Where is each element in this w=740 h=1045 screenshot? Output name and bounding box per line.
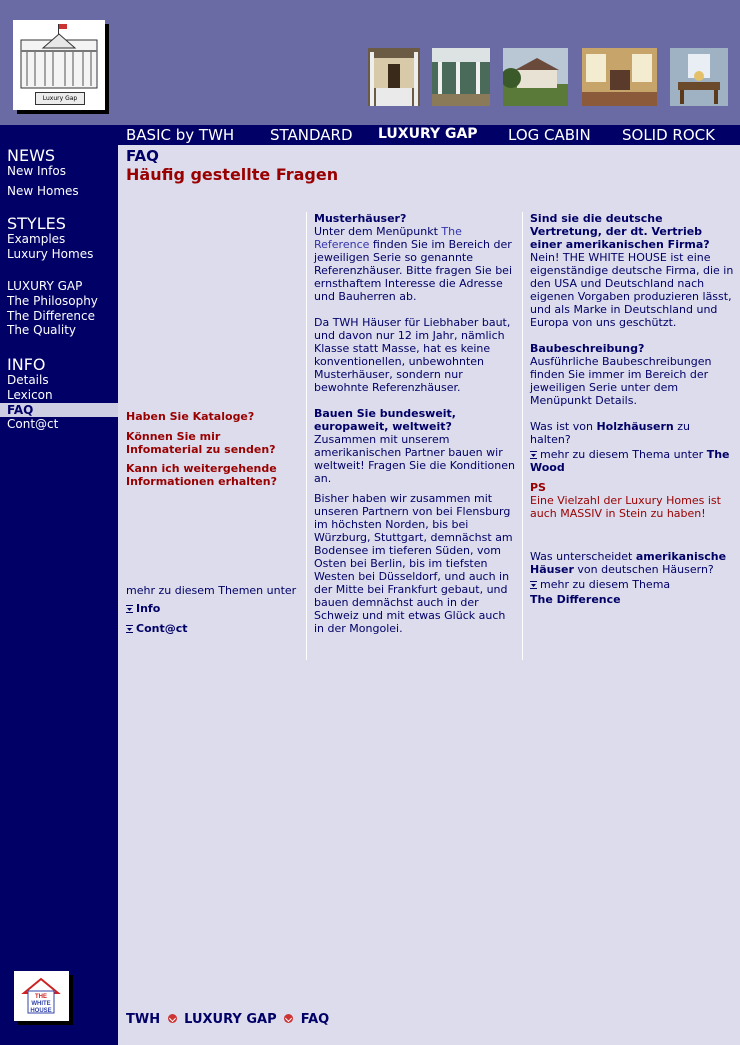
porch-photo: [368, 48, 420, 106]
tab-standard[interactable]: STANDARD: [270, 126, 353, 144]
nav-item-luxury-gap[interactable]: LUXURY GAP: [7, 279, 83, 293]
info-link[interactable]: Info: [126, 602, 298, 615]
wood-link[interactable]: The Wood: [530, 448, 730, 474]
nav-heading-news: NEWS: [7, 146, 56, 165]
heading-representation: Sind sie die deutsche Vertretung, der dt. Vertrieb einer amerikanischen Firma?: [530, 212, 710, 251]
sidebar: [0, 125, 118, 1045]
nav-item-lexicon[interactable]: Lexicon: [7, 388, 53, 402]
difference-link-line: mehr zu diesem Thema: [530, 578, 734, 591]
tab-basic[interactable]: BASIC by TWH: [126, 126, 235, 144]
luxury-gap-logo[interactable]: [13, 20, 105, 110]
page-subtitle: Häufig gestellte Fragen: [126, 165, 339, 184]
faq-column-3: [530, 212, 734, 606]
series-tabs: [118, 125, 740, 145]
nav-heading-info: INFO: [7, 355, 46, 374]
chevron-icon: [168, 1014, 177, 1023]
column-divider: [306, 212, 307, 660]
page-title: FAQ: [126, 147, 159, 165]
mansion-photo: [503, 48, 568, 106]
svg-text:HOUSE: HOUSE: [30, 1008, 52, 1014]
white-house-logo[interactable]: [14, 971, 69, 1021]
more-topics-text: mehr zu diesem Themen unter: [126, 584, 297, 597]
arrow-icon: [530, 451, 537, 459]
text-representation: Nein! THE WHITE HOUSE ist eine eigenständige deutsche Firma, die in den USA und Deutschland nach eigenen Vorgaben produzieren lässt, und als Marke in Deutschland und Europa von uns geschützt.: [530, 251, 734, 329]
text-building-description: Ausführliche Baubeschreibungen finden Sie immer im Bereich der jeweiligen Serie unter dem Menüpunkt Details.: [530, 355, 712, 407]
faq-column-2: [314, 212, 518, 635]
tab-luxury-gap[interactable]: LUXURY GAP: [378, 126, 478, 142]
faq-column-1: [126, 410, 298, 635]
svg-text:WHITE: WHITE: [31, 1001, 51, 1007]
arrow-icon: [126, 605, 133, 613]
nav-item-new-homes[interactable]: New Homes: [7, 184, 79, 198]
text-build-worldwide: Zusammen mit unserem amerikanischen Partner bauen wir weltweit! Fragen Sie die Konditionen an.: [314, 433, 516, 485]
breadcrumb-luxury-gap[interactable]: LUXURY GAP: [184, 1012, 277, 1027]
text-reference-houses: Da TWH Häuser für Liebhaber baut, und davon nur 12 im Jahr, nämlich Klasse statt Masse, hat es keine konventionellen, unbewohnten Musterhäuser, sondern nur bewohnte Referenzhäuser.: [314, 316, 511, 394]
nav-item-examples[interactable]: Examples: [7, 232, 66, 246]
nav-item-details[interactable]: Details: [7, 373, 49, 387]
nav-item-luxury-homes[interactable]: Luxury Homes: [7, 247, 94, 261]
heading-building-description: Baubeschreibung?: [530, 342, 645, 355]
arrow-icon: [126, 625, 133, 633]
question-more-info: Kann ich weitergehende Informationen erhalten?: [126, 462, 277, 488]
chevron-icon: [284, 1014, 293, 1023]
breadcrumb-twh[interactable]: TWH: [126, 1012, 161, 1027]
breadcrumb-faq[interactable]: FAQ: [300, 1012, 330, 1027]
dining-room-photo: [670, 48, 728, 106]
nav-item-difference[interactable]: The Difference: [7, 309, 95, 323]
text-locations: Bisher haben wir zusammen mit unseren Partnern von bei Flensburg im höchsten Norden, bis bei Würzburg, Stuttgart, demnächst am Bodensee im tieferen Süden, vom Osten bei Berlin, bis im tiefsten Westen bei Düsseldorf, und auch in der Mitte bei Frankfurt gebaut, und bauen demnächst auch in der Schweiz und mit etwas Glück auch in der Mongolei.: [314, 492, 513, 635]
arrow-icon: [530, 581, 537, 589]
nav-item-faq[interactable]: [0, 403, 118, 417]
nav-item-faq-label: FAQ: [7, 403, 34, 417]
wood-link-line: mehr zu diesem Thema unter The Wood: [530, 448, 730, 474]
nav-item-philosophy[interactable]: The Philosophy: [7, 294, 98, 308]
question-catalogs: Haben Sie Kataloge?: [126, 410, 255, 423]
question-info-material: Können Sie mir Infomaterial zu senden?: [126, 430, 276, 456]
tab-solid-rock[interactable]: SOLID ROCK: [622, 126, 715, 144]
question-american-houses: Was unterscheidet amerikanische Häuser von deutschen Häusern?: [530, 550, 727, 576]
tab-log-cabin[interactable]: LOG CABIN: [508, 126, 591, 144]
logo-caption: Luxury Gap: [35, 92, 85, 105]
ps-text: Eine Vielzahl der Luxury Homes ist auch MASSIV in Stein zu haben!: [530, 494, 721, 520]
question-wood-houses: Was ist von Holzhäusern zu halten?: [530, 420, 690, 446]
nav-item-contact[interactable]: Cont@ct: [7, 417, 59, 431]
difference-link[interactable]: The Difference: [530, 593, 621, 606]
reference-link[interactable]: The Reference: [314, 225, 462, 251]
nav-heading-styles: STYLES: [7, 214, 66, 233]
heading-build-worldwide: Bauen Sie bundesweit, europaweit, weltweit?: [314, 407, 456, 433]
heading-model-houses: Musterhäuser?: [314, 212, 407, 225]
svg-text:THE: THE: [35, 994, 47, 1000]
house-icon: [14, 971, 69, 1021]
breadcrumb: [126, 1012, 329, 1027]
contact-link[interactable]: Cont@ct: [126, 622, 298, 635]
living-room-photo: [582, 48, 657, 106]
ps-label: PS: [530, 481, 546, 494]
nav-item-new-infos[interactable]: New Infos: [7, 164, 66, 178]
text-model-houses: Unter dem Menüpunkt The Reference finden Sie im Bereich der jeweiligen Serie so genannte Referenzhäuser. Bitte fragen Sie bei ernsthaftem Interesse die Adresse und Bauherren ab.: [314, 225, 512, 303]
nav-item-quality[interactable]: The Quality: [7, 323, 77, 337]
column-divider: [522, 212, 523, 660]
veranda-photo: [432, 48, 490, 106]
